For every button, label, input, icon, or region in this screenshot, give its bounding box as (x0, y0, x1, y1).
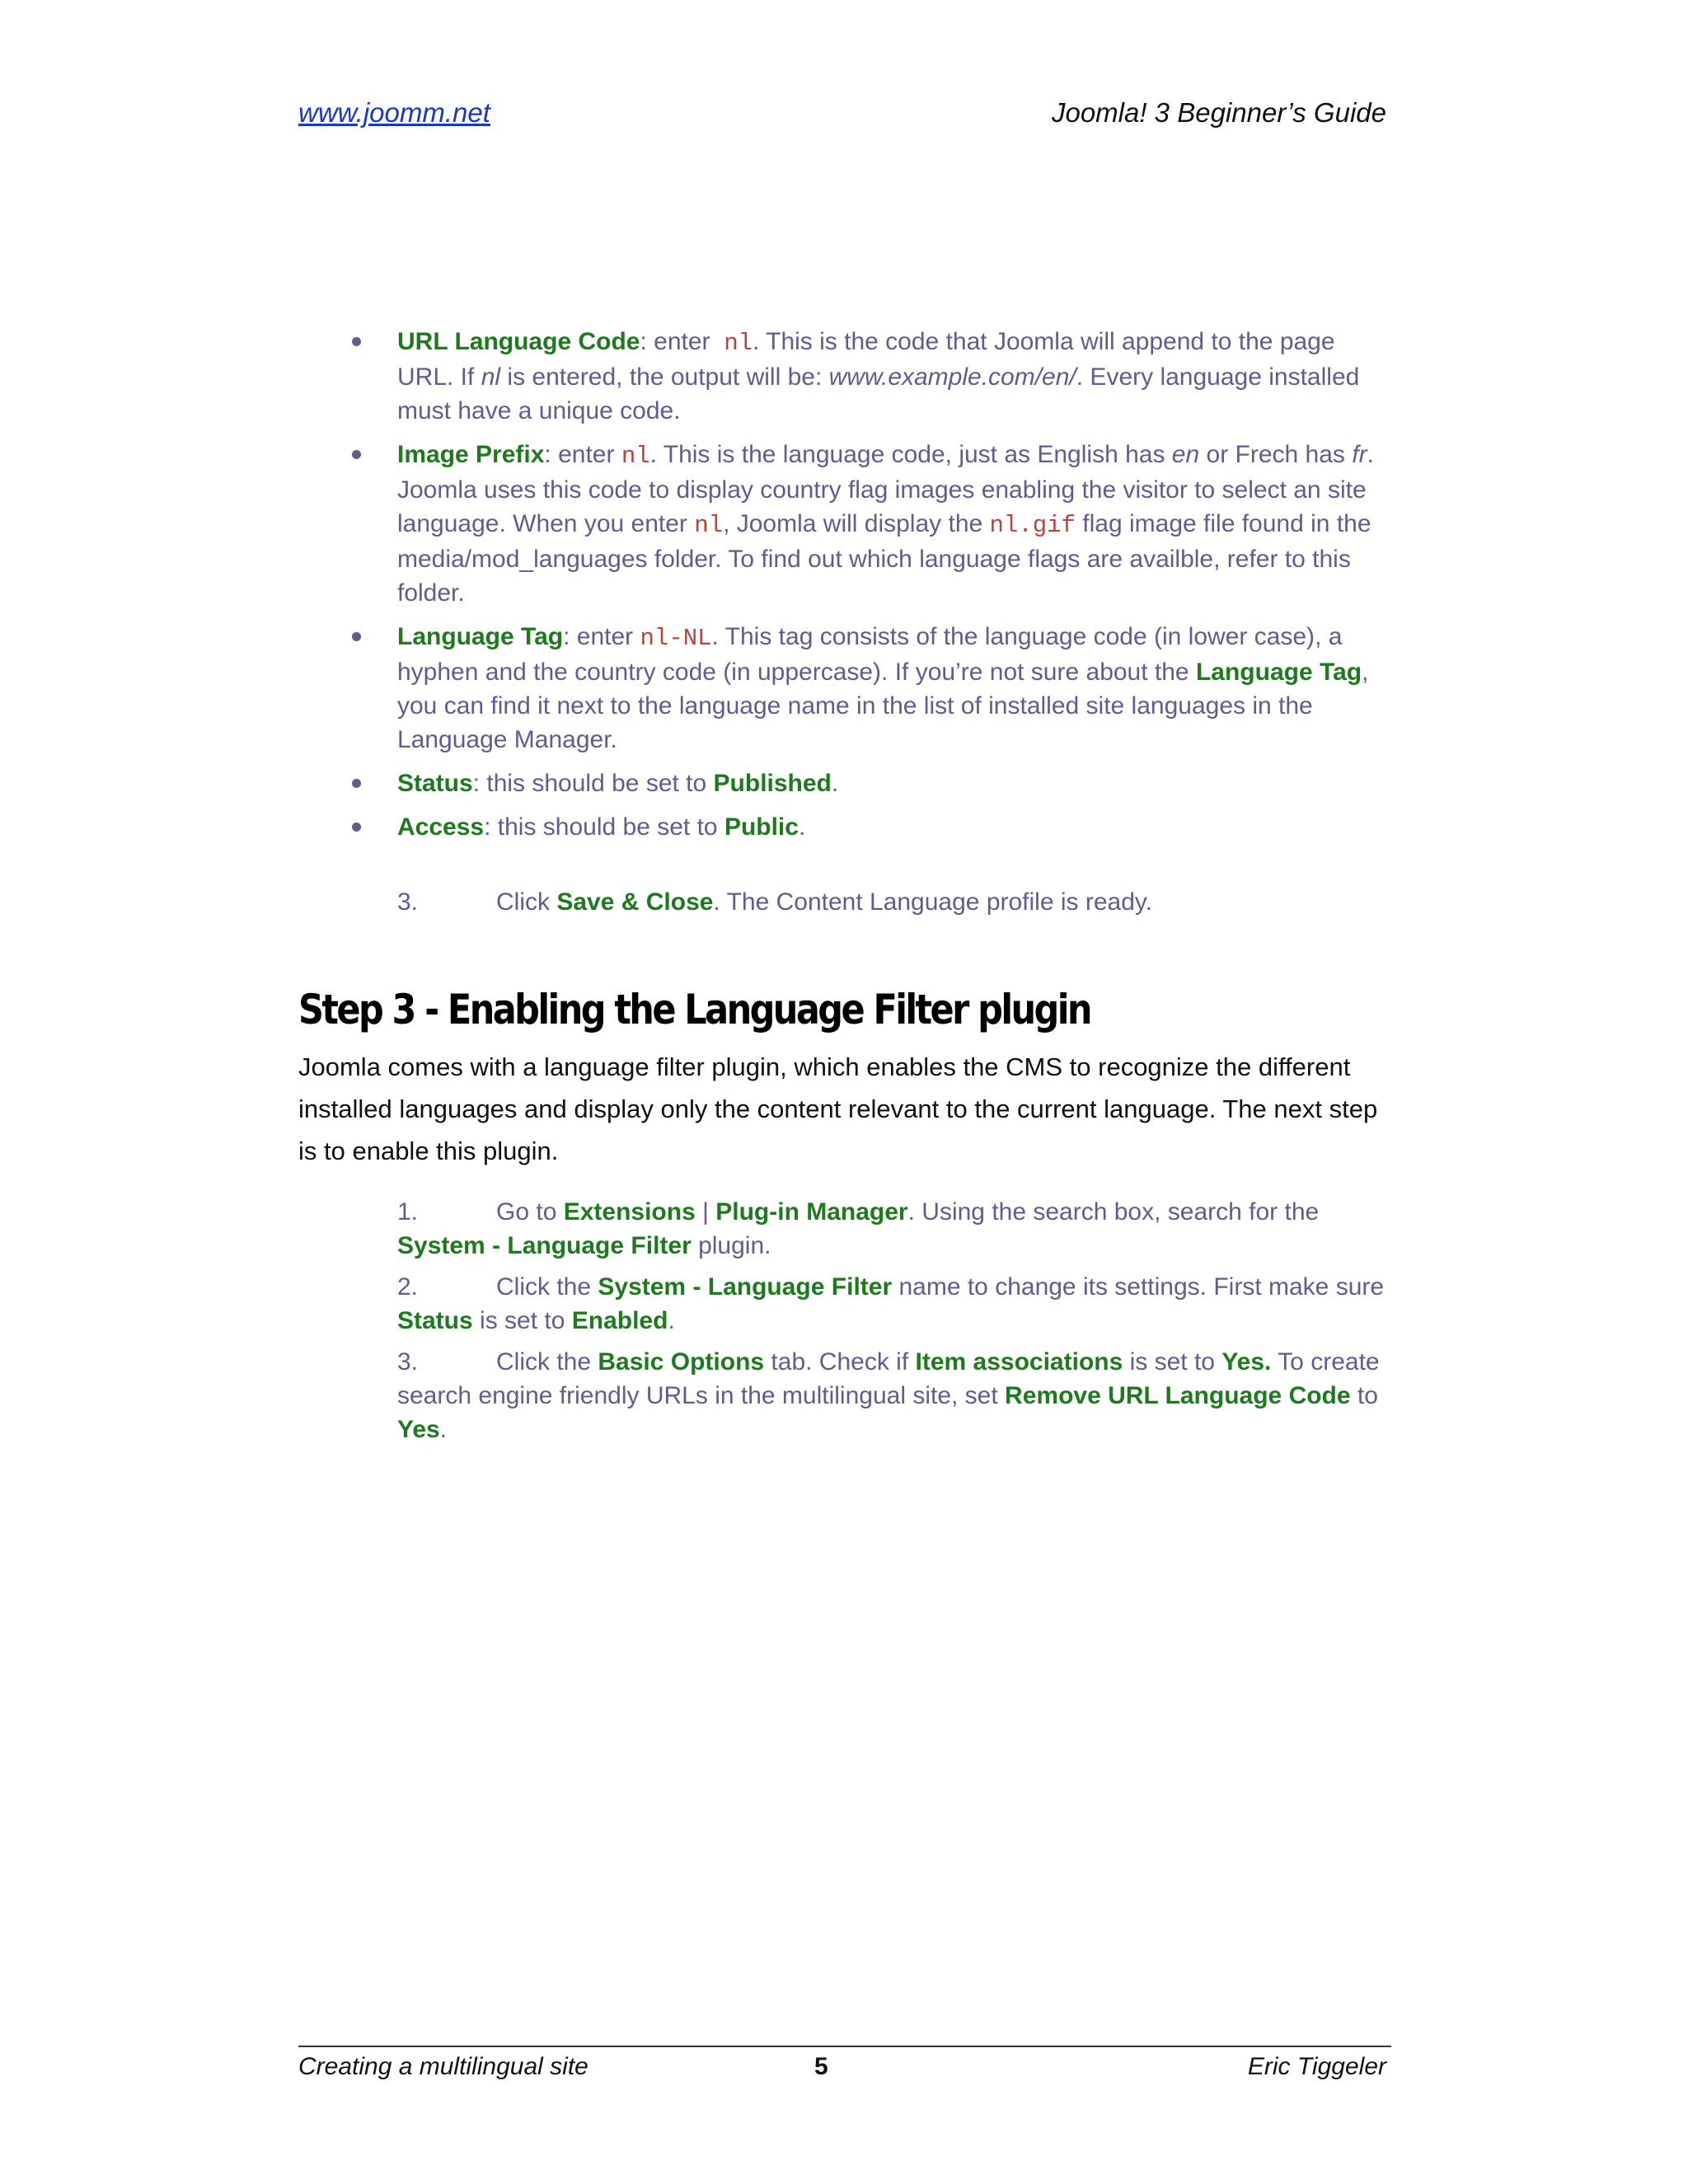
italic-nl: nl (481, 363, 501, 391)
list-item-url-language-code (397, 325, 1395, 428)
text-run: flag image file found in the media/mod_languages folder. To find out which language flags are availble, refer to this folder. (397, 510, 1372, 607)
numbered-step-save-close (397, 885, 1395, 919)
separator: | (695, 1198, 716, 1226)
text-run: . (798, 813, 806, 841)
text-run: : enter (640, 328, 724, 355)
list-item-image-prefix (397, 438, 1395, 610)
value-public: Public (724, 813, 799, 841)
text-run: is entered, the output will be: (500, 363, 829, 391)
footer-author: Eric Tiggeler (1247, 2053, 1386, 2080)
footer-chapter: Creating a multilingual site (298, 2053, 588, 2080)
remove-url-language-code-label: Remove URL Language Code (1005, 1382, 1351, 1409)
plugin-name: System - Language Filter (397, 1232, 692, 1259)
text-run: : enter (563, 623, 640, 650)
section-intro: Joomla comes with a language filter plugin, which enables the CMS to recognize the different installed languages and display only the content relevant to the current language. The next step is to enable this plugin. (298, 1052, 1378, 1165)
italic-fr: fr (1352, 441, 1367, 468)
enabled-value: Enabled (571, 1307, 668, 1334)
text-run: plugin. (691, 1232, 771, 1259)
footer-page-number: 5 (814, 2053, 828, 2080)
text-run: . (831, 770, 839, 797)
code-nl-nl: nl-NL (640, 625, 712, 652)
text-run: Click (496, 888, 557, 916)
text-run: . This is the language code, just as English has (649, 441, 1172, 468)
field-settings-list (397, 325, 1395, 854)
numbered-step-2 (397, 1270, 1395, 1338)
step-number: 2. (397, 1273, 419, 1301)
text-run: : this should be set to (472, 770, 714, 797)
menu-extensions: Extensions (563, 1198, 696, 1226)
text-run: To create search engine friendly URLs in the multilingual site, set (397, 1348, 1380, 1409)
text-run: : this should be set to (484, 813, 724, 841)
text-run: . This tag consists of the language code (in lower case), a hyphen and the country code (in uppercase). If you’re not sure about the (397, 623, 1343, 686)
text-run: or Frech has (1199, 441, 1353, 468)
step-number: 1. (397, 1198, 419, 1226)
step-number: 3. (397, 1348, 419, 1376)
term-url-language-code: URL Language Code (397, 328, 640, 355)
text-run: . (668, 1307, 675, 1334)
text-run: tab. Check if (764, 1348, 916, 1376)
basic-options-tab-label: Basic Options (598, 1348, 765, 1376)
header-book-title: Joomla! 3 Beginner’s Guide (1051, 97, 1386, 128)
text-run: : enter (544, 441, 621, 468)
yes-value: Yes (397, 1416, 440, 1443)
list-item-access (397, 810, 1395, 844)
term-image-prefix: Image Prefix (397, 441, 545, 468)
term-status: Status (397, 770, 473, 797)
yes-value: Yes. (1221, 1348, 1272, 1376)
term-language-tag: Language Tag (1195, 658, 1362, 686)
plugin-name: System - Language Filter (598, 1273, 893, 1301)
italic-en: en (1171, 441, 1200, 468)
list-item-status (397, 766, 1395, 800)
value-published: Published (713, 770, 832, 797)
text-run: name to change its settings. First make sure (892, 1273, 1385, 1301)
section-heading: Step 3 - Enabling the Language Filter plugin (298, 986, 1090, 1033)
code-nl: nl (621, 443, 650, 470)
text-run: , you can find it next to the language name in the list of installed site languages in the Language Manager. (397, 658, 1369, 753)
step-number: 3. (397, 888, 419, 916)
text-run: . Every language installed must have a unique code. (397, 363, 1360, 424)
text-run: Go to (496, 1198, 564, 1226)
item-associations-label: Item associations (915, 1348, 1123, 1376)
list-item-language-tag (397, 620, 1395, 757)
text-run: . The Content Language profile is ready. (713, 888, 1153, 916)
footer-divider (298, 2046, 1391, 2047)
code-nl: nl (724, 330, 753, 357)
term-language-tag: Language Tag (397, 623, 564, 650)
status-label: Status (397, 1307, 473, 1334)
numbered-step-1 (397, 1195, 1395, 1263)
example-url: www.example.com/en/ (828, 363, 1076, 391)
text-run: . This is the code that Joomla will append to the page URL. If (397, 328, 1335, 391)
text-run: is set to (472, 1307, 572, 1334)
term-access: Access (397, 813, 485, 841)
menu-plugin-manager: Plug-in Manager (715, 1198, 908, 1226)
save-close-label: Save & Close (556, 888, 714, 916)
text-run: . Joomla uses this code to display country flag images enabling the visitor to select an site language. When you enter (397, 441, 1374, 537)
text-run: is set to (1123, 1348, 1222, 1376)
text-run: Click the (496, 1273, 598, 1301)
code-nl: nl (694, 512, 724, 539)
text-run: to (1350, 1382, 1378, 1409)
text-run: , Joomla will display the (723, 510, 990, 537)
text-run: . (439, 1416, 448, 1443)
text-run: Click the (496, 1348, 598, 1376)
numbered-step-3 (397, 1345, 1395, 1446)
code-nl-gif: nl.gif (989, 512, 1076, 539)
text-run: . Using the search box, search for the (907, 1198, 1320, 1226)
header-site-link[interactable]: www.joomm.net (298, 97, 490, 128)
